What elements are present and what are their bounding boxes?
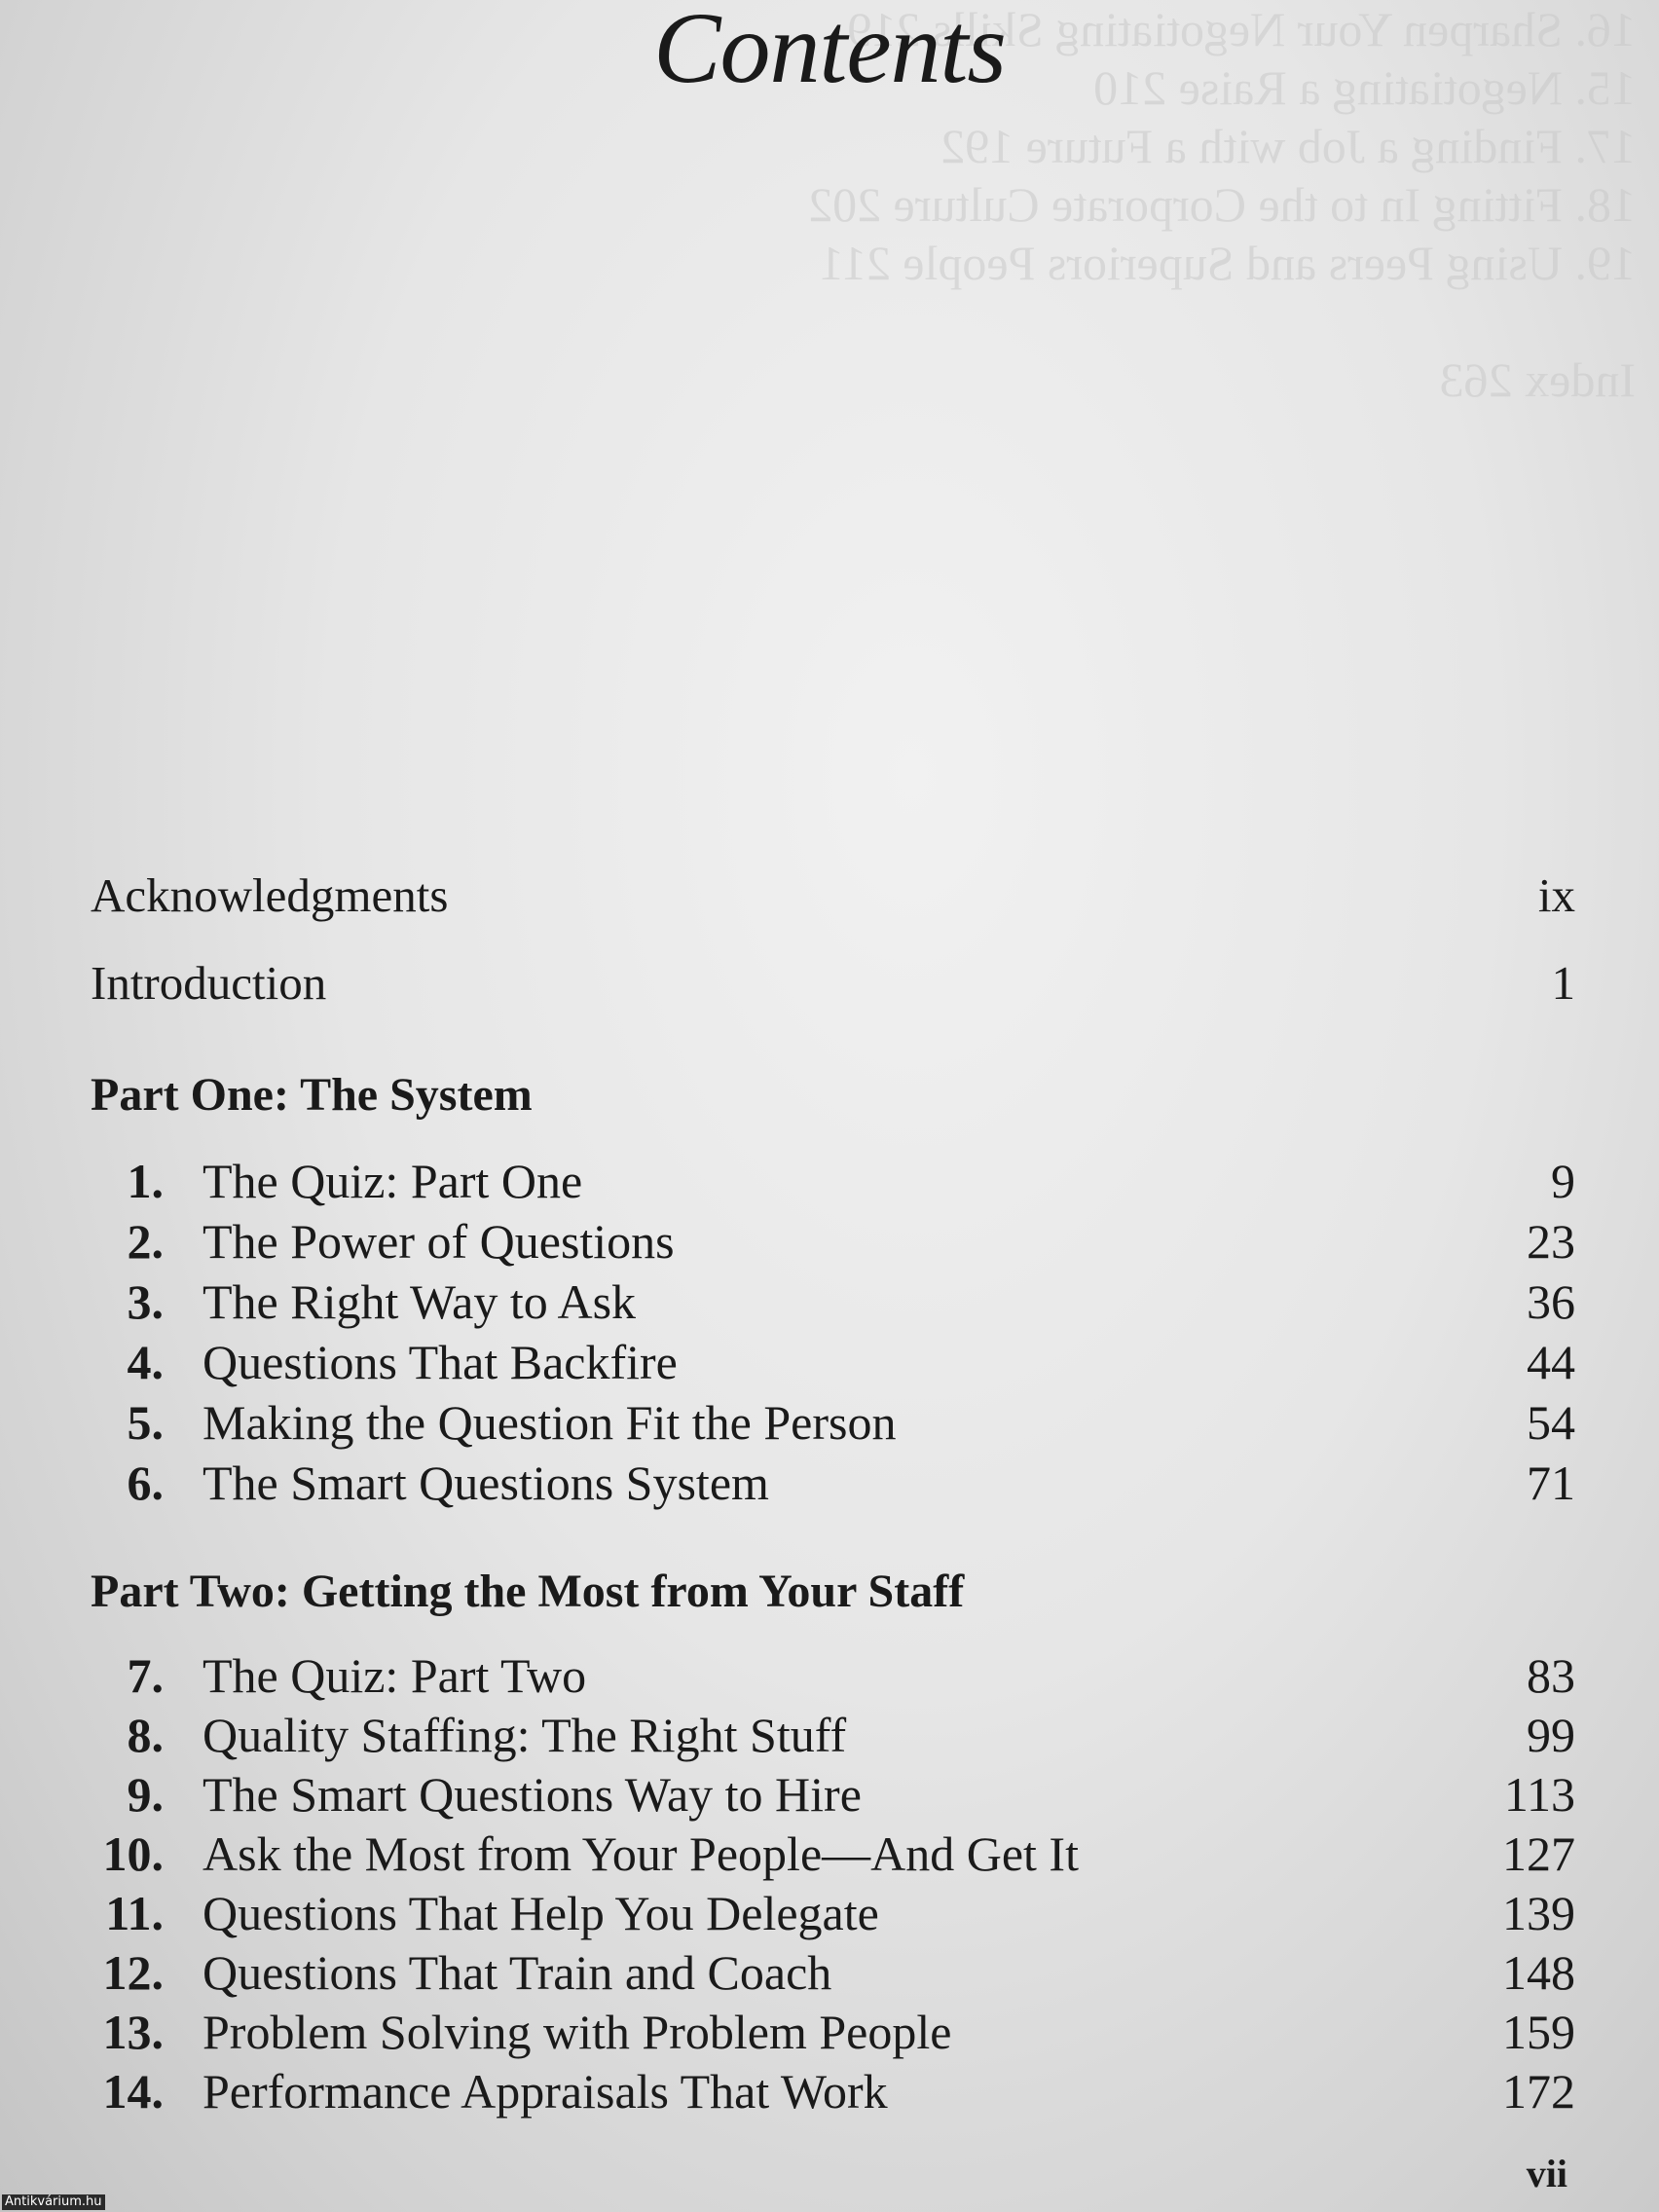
page-title: Contents — [653, 0, 1006, 104]
chapter-number: 6. — [127, 1456, 164, 1510]
chapter-title: The Power of Questions — [203, 1214, 675, 1269]
chapter-title: The Quiz: Part One — [203, 1154, 583, 1208]
part-heading-two: Part Two: Getting the Most from Your Staff — [91, 1566, 965, 1617]
entry-page: 1 — [1551, 956, 1575, 1010]
chapter-number: 8. — [127, 1708, 164, 1762]
chapter-number: 5. — [127, 1395, 164, 1450]
chapter-page: 36 — [1527, 1274, 1575, 1329]
chapter-page: 148 — [1502, 1945, 1575, 2000]
entry-title: Acknowledgments — [91, 868, 449, 922]
chapter-number: 13. — [102, 2005, 164, 2059]
chapter-title: Questions That Backfire — [203, 1335, 678, 1389]
chapter-title: Performance Appraisals That Work — [203, 2064, 888, 2119]
toc-entry-chapter-8[interactable] — [91, 1705, 1575, 1765]
chapter-page: 83 — [1527, 1648, 1575, 1703]
chapter-number: 2. — [127, 1214, 164, 1269]
chapter-page: 172 — [1502, 2064, 1575, 2119]
entry-page: ix — [1537, 868, 1575, 922]
chapter-page: 127 — [1502, 1826, 1575, 1881]
toc-entry-chapter-4[interactable] — [91, 1332, 1575, 1392]
chapter-page: 113 — [1503, 1767, 1575, 1822]
toc-entry-chapter-14[interactable] — [91, 2061, 1575, 2121]
toc-entry-chapter-3[interactable] — [91, 1272, 1575, 1332]
chapter-title: The Smart Questions System — [203, 1456, 769, 1510]
chapter-number: 3. — [127, 1274, 164, 1329]
chapter-page: 139 — [1502, 1886, 1575, 1940]
chapter-title: Problem Solving with Problem People — [203, 2005, 952, 2059]
chapter-number: 9. — [127, 1767, 164, 1822]
chapter-number: 7. — [127, 1648, 164, 1703]
chapter-number: 12. — [102, 1945, 164, 2000]
chapter-title: Questions That Train and Coach — [203, 1945, 832, 2000]
show-through-bleed: 16. Sharpen Your Negotiating Skills 219 15. Negotiating a Raise 210 17. Finding a Job with a Future 192 18. Fitting In to the Corporate Culture 202 19. Using Peers and Superiors People 211 Index 263 — [808, 2, 1636, 407]
chapter-title: Ask the Most from Your People—And Get It — [203, 1826, 1079, 1881]
chapter-number: 11. — [105, 1886, 164, 1940]
chapter-number: 1. — [127, 1154, 164, 1208]
toc-entry-chapter-13[interactable] — [91, 2002, 1575, 2062]
chapter-title: Quality Staffing: The Right Stuff — [203, 1708, 847, 1762]
chapter-page: 9 — [1551, 1154, 1575, 1208]
toc-entry-chapter-6[interactable] — [91, 1453, 1575, 1513]
chapter-page: 44 — [1527, 1335, 1575, 1389]
chapter-number: 4. — [127, 1335, 164, 1389]
entry-title: Introduction — [91, 956, 327, 1010]
toc-entry-chapter-10[interactable] — [91, 1824, 1575, 1884]
toc-entry-chapter-12[interactable] — [91, 1942, 1575, 2003]
chapter-title: Questions That Help You Delegate — [203, 1886, 879, 1940]
toc-entry-chapter-7[interactable] — [91, 1645, 1575, 1706]
toc-entry-chapter-11[interactable] — [91, 1883, 1575, 1943]
chapter-page: 99 — [1527, 1708, 1575, 1762]
watermark: Antikvárium.hu — [2, 2194, 105, 2210]
chapter-title: The Right Way to Ask — [203, 1274, 637, 1329]
toc-entry-introduction[interactable] — [91, 954, 1575, 1013]
chapter-page: 54 — [1527, 1395, 1575, 1450]
toc-entry-chapter-9[interactable] — [91, 1764, 1575, 1825]
chapter-title: Making the Question Fit the Person — [203, 1395, 897, 1450]
chapter-page: 23 — [1527, 1214, 1575, 1269]
chapter-title: The Quiz: Part Two — [203, 1648, 587, 1703]
part-heading-one: Part One: The System — [91, 1069, 533, 1121]
chapter-page: 159 — [1502, 2005, 1575, 2059]
chapter-number: 14. — [102, 2064, 164, 2119]
toc-entry-chapter-2[interactable] — [91, 1211, 1575, 1272]
toc-entry-chapter-1[interactable] — [91, 1151, 1575, 1211]
chapter-number: 10. — [102, 1826, 164, 1881]
toc-entry-acknowledgments[interactable] — [91, 866, 1575, 925]
chapter-page: 71 — [1527, 1456, 1575, 1510]
page-number: vii — [1526, 2152, 1567, 2195]
chapter-title: The Smart Questions Way to Hire — [203, 1767, 862, 1822]
toc-entry-chapter-5[interactable] — [91, 1392, 1575, 1453]
